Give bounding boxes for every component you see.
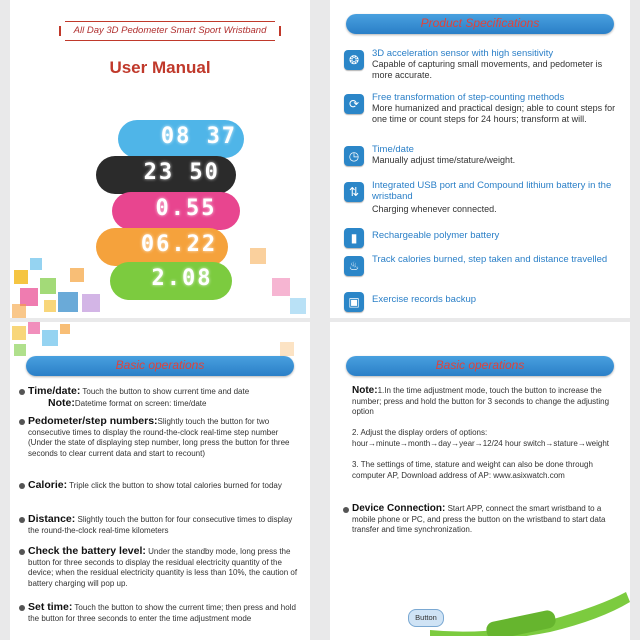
time-date-item: Time/date: Touch the button to show current time and date Note:Datetime format on screen: time/date xyxy=(28,386,300,409)
battery-icon: ▮ xyxy=(344,228,364,248)
operations-header: Basic operations xyxy=(26,356,294,376)
note-1: Note:1.In the time adjustment mode, touch the button to increase the number; press and hold the button for 3 seconds to change the adjusting option xyxy=(352,385,610,416)
flame-icon: ♨ xyxy=(344,256,364,276)
step-icon: ⟳ xyxy=(344,94,364,114)
time-icon: ◷ xyxy=(344,146,364,166)
device-connection-item: Device Connection: Start APP, connect the smart wristband to a mobile phone or PC, and press the button on the wristband to start data transfer and time synchronization. xyxy=(352,504,614,536)
wristband-pink: 0.55 xyxy=(112,192,240,230)
sensor-icon: ❂ xyxy=(344,50,364,70)
basic-operations-panel xyxy=(10,322,310,640)
wristband-blue: 08 37 xyxy=(118,120,244,158)
wristband-green: 2.08 xyxy=(110,262,232,300)
cover-panel xyxy=(10,0,310,318)
basic-operations-continued-panel xyxy=(330,322,630,640)
distance-item: Distance: Slightly touch the button for four consecutive times to display the round-the-clock real-time kilometers xyxy=(28,514,300,536)
button-label: Button xyxy=(408,609,444,627)
calorie-item: Calorie: Triple click the button to show total calories burned for today xyxy=(28,480,300,492)
manual-title: User Manual xyxy=(109,58,211,77)
battery-level-item: Check the battery level: Under the standby mode, long press the button for three seconds to display the residual electricity quantity of the device; when the residual electricity quantity is less than 10%, the caution of battery charging will pop up. xyxy=(28,546,300,589)
specifications-header: Product Specifications xyxy=(346,14,614,34)
note-2: 2. Adjust the display orders of options: hour→minute→month→day→year→12/24 hour switch→stature→weight xyxy=(352,428,610,448)
wristband-black: 23 50 xyxy=(96,156,236,194)
wristband-orange: 06.22 xyxy=(96,228,228,266)
specifications-panel: Product Specifications ❂ 3D acceleration sensor with high sensitivity Capable of capturing small movements, and pedometer is more accurate. ⟳ Free transformation of step-counting methods More humanized and practical design; able to count steps for one time or count steps for 24 hours; transform at will. ◷ Time/date Manually adjust time/stature/weight. ⇅ Integrated USB port and Compound lithium battery in the wristband Charging whenever connected. ▮ Rechargeable polymer battery ♨ Track calories burned, step taken and distance travelled ▣ Exercise records backup xyxy=(330,0,630,318)
set-time-item: Set time: Touch the button to show the current time; then press and hold the button for three seconds to enter the time adjustment mode xyxy=(28,602,300,624)
records-icon: ▣ xyxy=(344,292,364,312)
operations-header: Basic operations xyxy=(346,356,614,376)
usb-icon: ⇅ xyxy=(344,182,364,202)
note-3: 3. The settings of time, stature and weight can also be done through computer AP, Download address of AP: www.asixwatch.com xyxy=(352,460,593,480)
band-display: 22:50 xyxy=(504,589,550,615)
product-subtitle: All Day 3D Pedometer Smart Sport Wristband xyxy=(65,21,275,41)
pedometer-item: Pedometer/step numbers:Slightly touch the button for two consecutive times to display the round-the-clock real-time step number (Under the state of displaying step number, long press the button for three seconds to clear current data and start to recount) xyxy=(28,416,300,459)
